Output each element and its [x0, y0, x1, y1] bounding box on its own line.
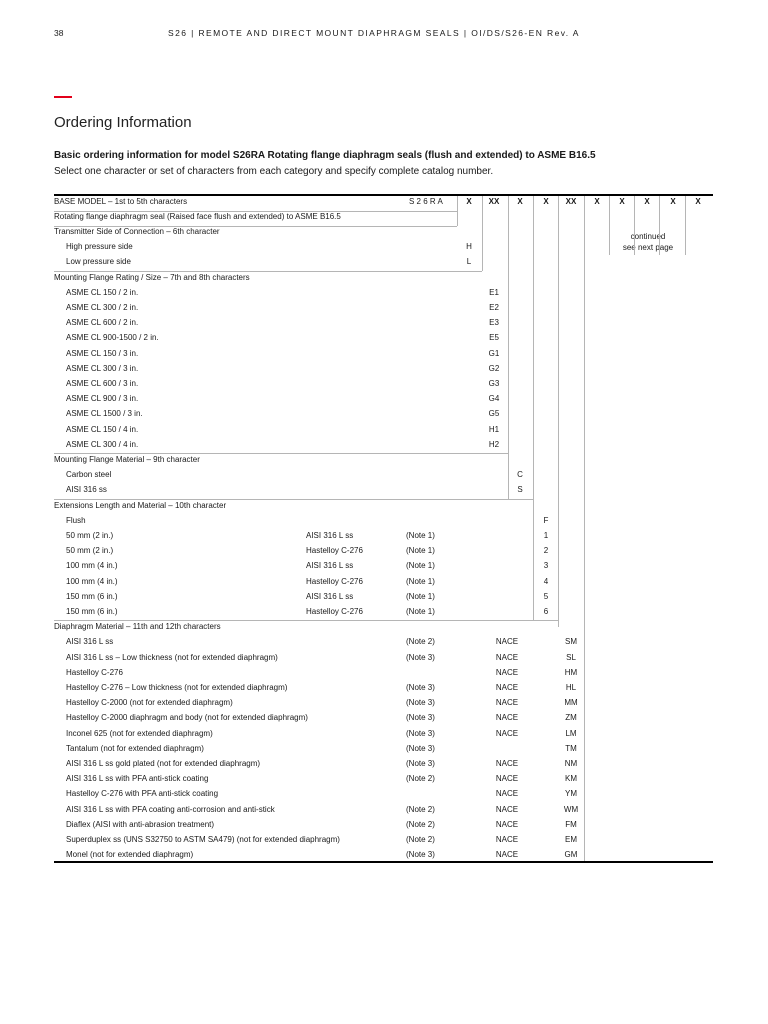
placeholder-char: X	[619, 197, 625, 206]
option-description: 50 mm (2 in.)	[66, 531, 114, 540]
option-material: Hastelloy C-276	[306, 576, 363, 586]
option-code: KM	[565, 774, 577, 784]
option-note: (Note 3)	[406, 850, 435, 860]
option-code: EM	[565, 835, 577, 844]
option-note: (Note 3)	[406, 728, 435, 738]
category-header: Transmitter Side of Connection – 6th character	[54, 227, 220, 236]
see-next-page-label: see next page	[622, 243, 674, 252]
option-description: ASME CL 600 / 3 in.	[66, 379, 139, 388]
option-description: 50 mm (2 in.)	[66, 546, 114, 556]
option-description: ASME CL 150 / 2 in.	[66, 287, 139, 297]
option-code: G3	[488, 379, 500, 388]
running-title: S26 | REMOTE AND DIRECT MOUNT DIAPHRAGM SEALS | OI/DS/S26-EN Rev. A	[168, 28, 580, 38]
nace-marker: NACE	[495, 819, 519, 829]
option-code: G4	[488, 394, 500, 404]
option-code: HM	[564, 667, 578, 677]
option-description: ASME CL 150 / 4 in.	[66, 424, 139, 434]
option-note: (Note 3)	[406, 743, 435, 753]
option-note: (Note 1)	[406, 561, 435, 571]
option-code: H2	[488, 439, 500, 449]
category-header: Diaphragm Material – 11th and 12th characters	[54, 622, 221, 632]
category-header: Extensions Length and Material – 10th character	[54, 500, 227, 510]
category-header: Mounting Flange Material – 9th character	[54, 455, 200, 464]
option-description: 150 mm (6 in.)	[66, 591, 118, 601]
row-divider	[54, 271, 482, 272]
option-note: (Note 1)	[406, 607, 435, 616]
nace-marker: NACE	[495, 683, 519, 692]
option-description: Inconel 625 (not for extended diaphragm)	[66, 728, 213, 738]
option-note: (Note 2)	[406, 637, 435, 647]
option-code: C	[517, 470, 523, 480]
column-divider	[457, 196, 458, 226]
option-note: (Note 2)	[406, 835, 435, 844]
option-code: 2	[543, 546, 549, 556]
option-description: Hastelloy C-276 – Low thickness (not for extended diaphragm)	[66, 683, 288, 692]
option-material: AISI 316 L ss	[306, 561, 354, 571]
option-description: Diaflex (AISI with anti-abrasion treatment)	[66, 819, 215, 829]
option-description: AISI 316 L ss with PFA anti-stick coating	[66, 774, 209, 784]
option-code: 6	[543, 607, 549, 616]
option-description: 150 mm (6 in.)	[66, 607, 118, 616]
option-code: E5	[489, 333, 499, 343]
nace-marker: NACE	[495, 850, 519, 860]
option-code: GM	[564, 850, 578, 860]
option-code: S	[517, 485, 523, 495]
option-material: Hastelloy C-276	[306, 546, 363, 556]
option-code: SM	[565, 637, 577, 647]
option-description: Superduplex ss (UNS S32750 to ASTM SA479) (not for extended diaphragm)	[66, 835, 340, 844]
option-note: (Note 2)	[406, 804, 435, 814]
option-description: ASME CL 300 / 4 in.	[66, 439, 139, 449]
option-code: NM	[564, 759, 578, 768]
option-note: (Note 1)	[406, 531, 435, 540]
option-code: 4	[543, 576, 549, 586]
nace-marker: NACE	[495, 667, 519, 677]
section-subtitle: Basic ordering information for model S26RA Rotating flange diaphragm seals (flush and extended) to ASME B16.5	[54, 150, 596, 161]
placeholder-char: X	[644, 197, 650, 206]
table-bottom-rule	[54, 861, 713, 863]
option-description: 100 mm (4 in.)	[66, 576, 118, 586]
placeholder-char: X	[466, 197, 472, 206]
placeholder-char: X	[670, 197, 676, 206]
row-divider	[54, 453, 508, 454]
option-code: ZM	[565, 713, 577, 723]
option-description: AISI 316 L ss with PFA coating anti-corrosion and anti-stick	[66, 804, 275, 814]
option-note: (Note 1)	[406, 576, 435, 586]
option-description: ASME CL 150 / 3 in.	[66, 348, 139, 358]
row-divider	[54, 499, 533, 500]
option-code: TM	[565, 743, 577, 753]
option-code: FM	[565, 819, 577, 829]
section-instruction: Select one character or set of characters from each category and specify complete catalog number.	[54, 166, 494, 177]
option-code: LM	[565, 728, 577, 738]
option-note: (Note 1)	[406, 546, 435, 556]
nace-marker: NACE	[495, 789, 519, 799]
option-description: Tantalum (not for extended diaphragm)	[66, 743, 204, 753]
option-description: Low pressure side	[66, 257, 131, 267]
option-description: AISI 316 ss	[66, 485, 107, 495]
option-description: Carbon steel	[66, 470, 112, 480]
option-note: (Note 2)	[406, 819, 435, 829]
option-description: High pressure side	[66, 242, 133, 252]
option-material: AISI 316 L ss	[306, 531, 354, 540]
option-description: Hastelloy C-2000 (not for extended diaphragm)	[66, 698, 233, 708]
continued-label: continued	[630, 232, 666, 241]
option-note: (Note 3)	[406, 698, 435, 708]
column-divider	[609, 196, 610, 255]
column-divider	[659, 196, 660, 255]
option-description: AISI 316 L ss gold plated (not for extended diaphragm)	[66, 759, 261, 768]
section-title: Ordering Information	[54, 114, 192, 131]
option-code: SL	[566, 652, 576, 662]
option-code: H	[466, 242, 472, 252]
category-header: Mounting Flange Rating / Size – 7th and 8th characters	[54, 272, 250, 282]
option-description: ASME CL 600 / 2 in.	[66, 318, 139, 328]
nace-marker: NACE	[495, 804, 519, 814]
column-divider	[685, 196, 686, 255]
option-code: H1	[488, 424, 500, 434]
option-note: (Note 2)	[406, 774, 435, 784]
option-description: AISI 316 L ss – Low thickness (not for extended diaphragm)	[66, 652, 278, 662]
column-divider	[508, 196, 509, 499]
placeholder-char: X	[695, 197, 701, 206]
option-description: ASME CL 1500 / 3 in.	[66, 409, 143, 419]
option-code: HL	[565, 683, 577, 692]
option-code: E1	[489, 287, 499, 297]
option-code: F	[543, 515, 549, 525]
nace-marker: NACE	[495, 774, 519, 784]
option-description: ASME CL 300 / 3 in.	[66, 363, 139, 373]
option-note: (Note 3)	[406, 652, 435, 662]
option-note: (Note 3)	[406, 759, 435, 768]
option-code: E3	[489, 318, 499, 328]
option-note: (Note 3)	[406, 683, 435, 692]
row-divider	[54, 620, 558, 621]
option-material: Hastelloy C-276	[306, 607, 363, 616]
placeholder-char: XX	[565, 197, 577, 206]
placeholder-char: X	[517, 197, 523, 206]
option-code: E2	[489, 303, 499, 312]
page-number: 38	[54, 28, 64, 38]
option-code: L	[466, 257, 472, 267]
option-description: Flush	[66, 515, 86, 525]
option-description: Monel (not for extended diaphragm)	[66, 850, 194, 860]
column-divider	[558, 196, 559, 627]
option-code: YM	[565, 789, 577, 799]
column-divider	[533, 196, 534, 620]
option-description: ASME CL 900-1500 / 2 in.	[66, 333, 159, 343]
option-code: WM	[563, 804, 579, 814]
option-code: 5	[543, 591, 549, 601]
option-code: 3	[543, 561, 549, 571]
option-code: G2	[488, 363, 500, 373]
column-divider	[584, 196, 585, 862]
column-divider	[482, 196, 483, 271]
option-note: (Note 1)	[406, 591, 435, 601]
nace-marker: NACE	[495, 759, 519, 768]
option-description: Hastelloy C-2000 diaphragm and body (not for extended diaphragm)	[66, 713, 308, 723]
base-model-label: BASE MODEL – 1st to 5th characters	[54, 197, 188, 206]
option-description: AISI 316 L ss	[66, 637, 114, 647]
option-code: G1	[488, 348, 500, 358]
option-note: (Note 3)	[406, 713, 435, 723]
option-description: ASME CL 300 / 2 in.	[66, 303, 139, 312]
nace-marker: NACE	[495, 728, 519, 738]
option-code: MM	[564, 698, 578, 708]
table-top-rule	[54, 194, 713, 196]
option-code: G5	[488, 409, 500, 419]
nace-marker: NACE	[495, 698, 519, 708]
option-description: ASME CL 900 / 3 in.	[66, 394, 139, 404]
option-description: Hastelloy C-276	[66, 667, 123, 677]
option-code: 1	[543, 531, 549, 540]
base-model-code: S 2 6 R A	[409, 197, 443, 206]
base-model-description: Rotating flange diaphragm seal (Raised face flush and extended) to ASME B16.5	[54, 212, 341, 221]
option-description: 100 mm (4 in.)	[66, 561, 118, 571]
placeholder-char: X	[594, 197, 600, 206]
nace-marker: NACE	[495, 713, 519, 723]
option-description: Hastelloy C-276 with PFA anti-stick coating	[66, 789, 219, 799]
nace-marker: NACE	[495, 637, 519, 647]
placeholder-char: X	[543, 197, 549, 206]
option-material: AISI 316 L ss	[306, 591, 354, 601]
nace-marker: NACE	[495, 835, 519, 844]
nace-marker: NACE	[495, 652, 519, 662]
placeholder-char: XX	[488, 197, 500, 206]
column-divider	[634, 196, 635, 255]
